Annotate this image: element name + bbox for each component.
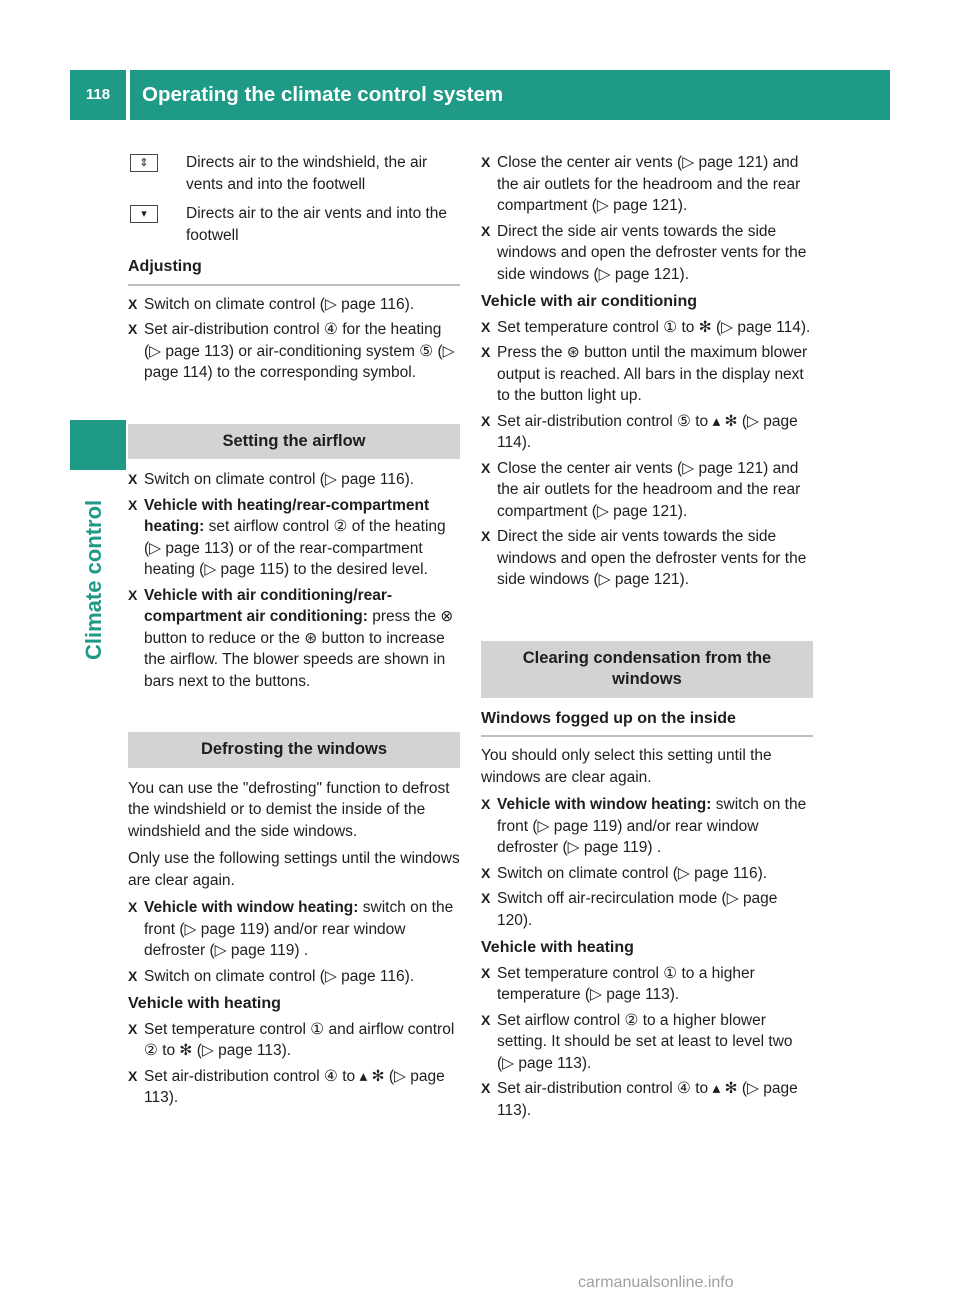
instruction-item: X Set airflow control ② to a higher blower setting. It should be set at least to level two (▷ page 113). (481, 1011, 793, 1072)
arrow-icon: X (128, 295, 138, 312)
arrow-icon: X (481, 528, 491, 544)
instruction-item: X Switch on climate control (▷ page 116). (481, 863, 813, 885)
arrow-icon: X (481, 1011, 491, 1028)
arrow-icon: X (481, 1080, 491, 1096)
arrow-icon: X (481, 318, 491, 335)
instruction-item: X Set air-distribution control ④ to ▴ ✻ (▷ page 113). (481, 1080, 798, 1119)
arrow-icon: X (481, 412, 491, 429)
arrow-icon: X (481, 890, 491, 906)
instruction-item: X Set air-distribution control ④ to ▴ ✻ (▷ page 113). (128, 1067, 445, 1106)
definition-row (128, 203, 460, 246)
arrow-icon: X (481, 344, 491, 360)
instruction-item: X Close the center air vents (▷ page 121) and the air outlets for the headroom and the rear compartment (▷ page 121). (481, 459, 801, 520)
section-heading-airflow: Setting the airflow (128, 424, 460, 460)
instruction-item: X Vehicle with air conditioning/rear-compartment air conditioning: press the ⊗ button to reduce or the ⊛ button to increase the airflow. The blower speeds are shown in bars next to the buttons. (128, 586, 454, 690)
arrow-icon: X (481, 964, 491, 981)
arrow-icon: X (128, 471, 138, 487)
instruction-item: X Vehicle with heating/rear-compartment heating: set airflow control ② of the heating (▷ page 113) or of the rear-compartment heating (▷ page 115) to the desired level. (128, 496, 446, 578)
definition-row (128, 152, 460, 195)
arrow-icon: X (128, 1020, 138, 1037)
fogged-heading: Windows fogged up on the inside (481, 708, 813, 738)
subheading: Vehicle with heating (128, 995, 281, 1012)
instruction-item: X Set temperature control ① to a higher temperature (▷ page 113). (481, 964, 755, 1003)
paragraph: You can use the "defrosting" function to defrost the windshield or to demist the inside of the windshield and the side windows. (128, 779, 450, 840)
instruction-item: X Vehicle with window heating: switch on the front (▷ page 119) and/or rear window defroster (▷ page 119) . (128, 899, 454, 959)
section-heading-condensation: Clearing condensation from the windows (481, 641, 813, 698)
paragraph: You should only select this setting until the windows are clear again. (481, 747, 772, 786)
page-title: Operating the climate control system (142, 83, 504, 107)
arrow-icon: X (481, 222, 491, 239)
instruction-item: X Direct the side air vents towards the side windows and open the defroster vents for the side windows (▷ page 121). (481, 222, 807, 283)
header-divider (126, 70, 130, 120)
definition-text: Directs air to the windshield, the air vents and into the footwell (186, 154, 428, 193)
definition-text: Directs air to the air vents and into the footwell (186, 205, 448, 244)
page-header (70, 70, 890, 120)
instruction-item: X Press the ⊛ button until the maximum blower output is reached. All bars in the display next to the button light up. (481, 344, 808, 404)
arrow-icon: X (128, 1067, 138, 1084)
instruction-item: X Set air-distribution control ⑤ to ▴ ✻ (▷ page 114). (481, 412, 798, 451)
instruction-item: X Set air-distribution control ④ for the heating (▷ page 113) or air-conditioning system ⑤ (▷ page 114) to the corresponding symbol. (128, 321, 455, 381)
instruction-item: X Switch on climate control (▷ page 116). (128, 966, 460, 988)
instruction-item: X Direct the side air vents towards the side windows and open the defroster vents for the side windows (▷ page 121). (481, 528, 807, 588)
sidebar-tab-block (70, 420, 126, 470)
arrow-icon: X (128, 496, 138, 513)
left-column (128, 152, 460, 1113)
adjusting-heading: Adjusting (128, 256, 460, 286)
instruction-item: X Close the center air vents (▷ page 121) and the air outlets for the headroom and the rear compartment (▷ page 121). (481, 154, 801, 214)
arrow-icon: X (128, 967, 138, 984)
section-heading-defrost: Defrosting the windows (128, 732, 460, 768)
instruction-item: X Switch off air-recirculation mode (▷ page 120). (481, 890, 778, 929)
footwell-key-icon: ▾ (130, 205, 158, 223)
arrow-icon: X (481, 864, 491, 881)
watermark: carmanualsonline.info (578, 1274, 734, 1291)
subheading: Vehicle with heating (481, 939, 634, 956)
arrow-icon: X (128, 586, 138, 603)
sidebar-section-label: Climate control (81, 499, 106, 660)
arrow-icon: X (481, 459, 491, 476)
instruction-item: X Switch on climate control (▷ page 116). (128, 294, 460, 316)
instruction-item: X Switch on climate control (▷ page 116). (128, 469, 460, 491)
instruction-item: X Set temperature control ① to ✻ (▷ page 114). (481, 317, 813, 339)
page-number: 118 (85, 86, 111, 104)
arrow-icon: X (481, 154, 491, 170)
instruction-item: X Vehicle with window heating: switch on the front (▷ page 119) and/or rear window defroster (▷ page 119) . (481, 796, 807, 856)
windshield-footwell-key-icon: ⇕ (130, 154, 158, 172)
instruction-item: X Set temperature control ① and airflow control ② to ✻ (▷ page 113). (128, 1020, 455, 1059)
arrow-icon: X (128, 321, 138, 337)
subheading: Vehicle with air conditioning (481, 293, 698, 310)
right-column (481, 152, 813, 1125)
arrow-icon: X (481, 796, 491, 812)
arrow-icon: X (128, 899, 138, 915)
paragraph: Only use the following settings until the windows are clear again. (128, 850, 460, 889)
